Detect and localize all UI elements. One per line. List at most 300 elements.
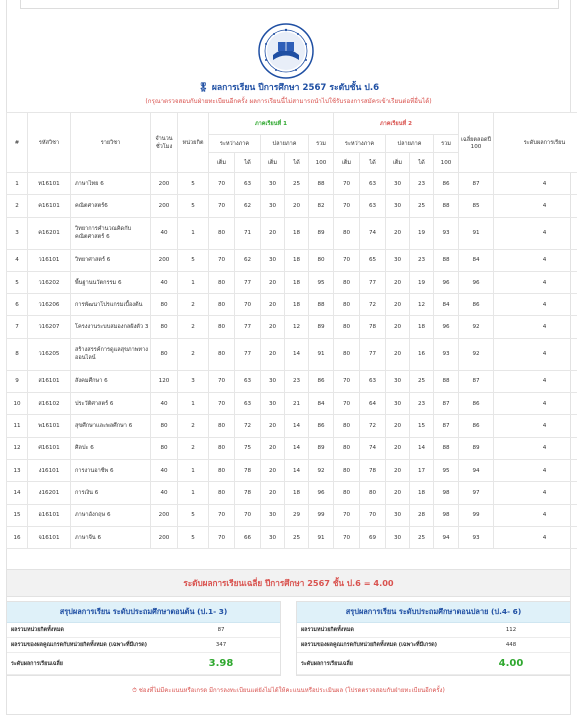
cell-a-fin-got: 29 <box>285 504 309 526</box>
cell-a-mid-got: 77 <box>235 316 261 338</box>
cell-a-total: 86 <box>309 415 334 437</box>
cell-b-fin-got: 25 <box>410 195 434 217</box>
cell-a-mid-full: 70 <box>209 195 235 217</box>
cell-a-mid-full: 70 <box>209 526 235 548</box>
cell-b-total: 96 <box>434 316 459 338</box>
cell-a-mid-got: 63 <box>235 370 261 392</box>
table-row <box>7 294 577 316</box>
cell-b-mid-full: 70 <box>334 249 360 271</box>
cell-hours: 200 <box>151 173 178 195</box>
footnote-text: ช่องที่ไม่มีคะแนนหรือเกรด มีการลงทะเบียนแต่ยังไม่ได้ให้คะแนนหรือประเมินผล (โปรดตรวจสอบกับฝ่ายทะเบียนอีกครั้ง) <box>138 687 445 694</box>
cell-name: โครงงานระบบสมองกลฝังตัว 3 <box>71 316 151 338</box>
cell-a-total: 89 <box>309 316 334 338</box>
cell-a-fin-full: 20 <box>261 271 285 293</box>
cell-a-mid-full: 70 <box>209 504 235 526</box>
cell-no: 11 <box>7 415 28 437</box>
cell-b-fin-got: 23 <box>410 173 434 195</box>
cell-b-fin-got: 18 <box>410 316 434 338</box>
cell-name: การเงิน 6 <box>71 482 151 504</box>
cell-b-fin-full: 20 <box>386 294 410 316</box>
cell-a-fin-full: 20 <box>261 338 285 370</box>
award-icon: 🎖 <box>197 83 209 93</box>
cell-a-mid-full: 70 <box>209 370 235 392</box>
cell-no: 10 <box>7 393 28 415</box>
cell-a-fin-got: 21 <box>285 393 309 415</box>
cell-b-mid-got: 77 <box>360 338 386 370</box>
cell-b-mid-got: 63 <box>360 173 386 195</box>
cell-a-fin-got: 12 <box>285 316 309 338</box>
cell-hours: 200 <box>151 249 178 271</box>
cell-code: พ16101 <box>28 415 71 437</box>
cell-no: 4 <box>7 249 28 271</box>
cell-grade: 4 <box>494 482 577 504</box>
cell-name: สังคมศึกษา 6 <box>71 370 151 392</box>
summary-upper-title: สรุปผลการเรียน ระดับประถมศึกษาตอนปลาย (ป.4- 6) <box>297 602 570 623</box>
table-row <box>7 195 577 217</box>
cell-a-fin-full: 30 <box>261 370 285 392</box>
cell-no: 15 <box>7 504 28 526</box>
cell-a-total: 88 <box>309 294 334 316</box>
cell-a-fin-full: 30 <box>261 173 285 195</box>
cell-b-total: 88 <box>434 437 459 459</box>
t2-mid-got: ได้ <box>360 153 386 173</box>
summary-upper-row: ผลรวมของผลคูณเกรดกับหน่วยกิตทั้งหมด (เฉพาะที่มีเกรด) 448 <box>297 638 570 653</box>
cell-code: อ16101 <box>28 504 71 526</box>
cell-a-mid-full: 80 <box>209 217 235 249</box>
cell-b-mid-got: 69 <box>360 526 386 548</box>
cell-avg: 84 <box>459 249 494 271</box>
cell-b-fin-full: 30 <box>386 504 410 526</box>
table-row <box>7 504 577 526</box>
cell-a-mid-got: 71 <box>235 217 261 249</box>
cell-a-mid-full: 80 <box>209 415 235 437</box>
cell-b-total: 88 <box>434 249 459 271</box>
col-term2: ภาคเรียนที่ 2 <box>334 113 459 135</box>
cell-hours: 40 <box>151 271 178 293</box>
cell-code: ว16206 <box>28 294 71 316</box>
cell-a-mid-full: 80 <box>209 437 235 459</box>
cell-a-mid-got: 70 <box>235 294 261 316</box>
cell-a-fin-got: 20 <box>285 195 309 217</box>
school-crest-logo <box>256 22 316 80</box>
cell-hours: 40 <box>151 482 178 504</box>
cell-hours: 120 <box>151 370 178 392</box>
cell-a-fin-got: 14 <box>285 459 309 481</box>
cell-hours: 80 <box>151 338 178 370</box>
table-row <box>7 482 577 504</box>
cell-b-fin-got: 25 <box>410 370 434 392</box>
col-term1: ภาคเรียนที่ 1 <box>209 113 334 135</box>
cell-b-mid-full: 80 <box>334 415 360 437</box>
cell-no: 2 <box>7 195 28 217</box>
cell-a-fin-full: 20 <box>261 294 285 316</box>
summary-lower-title: สรุปผลการเรียน ระดับประถมศึกษาตอนต้น (ป.1- 3) <box>7 602 280 623</box>
summary-lower-gpa: ระดับผลการเรียนเฉลี่ย 3.98 <box>7 653 280 675</box>
cell-code: ค16101 <box>28 195 71 217</box>
table-row <box>7 459 577 481</box>
cell-b-mid-full: 80 <box>334 271 360 293</box>
cell-a-fin-got: 25 <box>285 526 309 548</box>
cell-a-fin-full: 20 <box>261 482 285 504</box>
cell-b-fin-full: 20 <box>386 271 410 293</box>
table-row <box>7 249 577 271</box>
cell-credit: 2 <box>178 338 209 370</box>
cell-a-mid-got: 63 <box>235 173 261 195</box>
cell-a-fin-full: 30 <box>261 504 285 526</box>
cell-b-mid-full: 70 <box>334 195 360 217</box>
cell-hours: 40 <box>151 459 178 481</box>
cell-avg: 96 <box>459 271 494 293</box>
cell-name: วิทยาศาสตร์ 6 <box>71 249 151 271</box>
cell-a-mid-got: 66 <box>235 526 261 548</box>
cell-b-fin-full: 30 <box>386 393 410 415</box>
cell-name: ภาษาอังกฤษ 6 <box>71 504 151 526</box>
cell-b-fin-full: 30 <box>386 526 410 548</box>
cell-hours: 200 <box>151 195 178 217</box>
cell-a-fin-got: 23 <box>285 370 309 392</box>
cell-a-fin-full: 30 <box>261 393 285 415</box>
cell-b-mid-full: 80 <box>334 482 360 504</box>
t2-fin-got: ได้ <box>410 153 434 173</box>
cell-credit: 5 <box>178 504 209 526</box>
cell-credit: 2 <box>178 294 209 316</box>
cell-b-fin-got: 28 <box>410 504 434 526</box>
cell-b-fin-full: 30 <box>386 195 410 217</box>
t1-total: รวม <box>309 135 334 153</box>
cell-grade: 4 <box>494 217 577 249</box>
col-credit: หน่วยกิต <box>178 113 209 173</box>
cell-b-mid-got: 64 <box>360 393 386 415</box>
cell-no: 1 <box>7 173 28 195</box>
cell-b-fin-got: 23 <box>410 249 434 271</box>
cell-a-mid-full: 80 <box>209 294 235 316</box>
cell-a-mid-got: 62 <box>235 249 261 271</box>
cell-b-mid-full: 80 <box>334 294 360 316</box>
cell-avg: 99 <box>459 504 494 526</box>
cell-credit: 1 <box>178 271 209 293</box>
cell-a-mid-full: 70 <box>209 173 235 195</box>
cell-b-fin-got: 14 <box>410 437 434 459</box>
table-row <box>7 271 577 293</box>
cell-code: ว16205 <box>28 338 71 370</box>
cell-a-total: 99 <box>309 504 334 526</box>
cell-grade: 4 <box>494 173 577 195</box>
cell-b-fin-full: 20 <box>386 459 410 481</box>
cell-avg: 91 <box>459 217 494 249</box>
cell-b-total: 87 <box>434 415 459 437</box>
cell-no: 5 <box>7 271 28 293</box>
cell-b-mid-got: 63 <box>360 370 386 392</box>
cell-a-fin-got: 14 <box>285 415 309 437</box>
cell-code: ส16101 <box>28 370 71 392</box>
cell-no: 13 <box>7 459 28 481</box>
cell-a-total: 80 <box>309 249 334 271</box>
cell-grade: 4 <box>494 195 577 217</box>
cell-b-fin-got: 25 <box>410 526 434 548</box>
cell-a-fin-full: 20 <box>261 217 285 249</box>
cell-code: ศ16101 <box>28 437 71 459</box>
cell-credit: 2 <box>178 437 209 459</box>
cell-a-fin-full: 20 <box>261 437 285 459</box>
cell-name: การพัฒนาโปรแกรมเบื้องต้น <box>71 294 151 316</box>
cell-b-mid-full: 80 <box>334 316 360 338</box>
cell-hours: 80 <box>151 294 178 316</box>
col-grade: ระดับผลการเรียน <box>494 113 577 173</box>
cell-b-fin-full: 30 <box>386 173 410 195</box>
cell-a-mid-got: 75 <box>235 437 261 459</box>
cell-b-mid-got: 78 <box>360 459 386 481</box>
t2-total: รวม <box>434 135 459 153</box>
cell-a-mid-full: 80 <box>209 482 235 504</box>
cell-b-fin-full: 20 <box>386 415 410 437</box>
cell-grade: 4 <box>494 393 577 415</box>
cell-b-mid-full: 80 <box>334 459 360 481</box>
top-border <box>20 0 559 9</box>
cell-credit: 2 <box>178 316 209 338</box>
cell-b-mid-got: 74 <box>360 217 386 249</box>
cell-b-fin-got: 18 <box>410 482 434 504</box>
cell-no: 6 <box>7 294 28 316</box>
cell-code: ท16101 <box>28 173 71 195</box>
cell-no: 14 <box>7 482 28 504</box>
summary-lower-primary <box>6 601 281 676</box>
cell-b-fin-full: 20 <box>386 316 410 338</box>
cell-b-mid-got: 72 <box>360 294 386 316</box>
cell-a-mid-got: 78 <box>235 459 261 481</box>
grades-table <box>6 112 577 549</box>
clock-icon: ⏱ <box>132 687 137 694</box>
cell-avg: 94 <box>459 459 494 481</box>
cell-b-mid-full: 70 <box>334 370 360 392</box>
cell-b-total: 84 <box>434 294 459 316</box>
cell-a-mid-full: 80 <box>209 459 235 481</box>
cell-b-fin-got: 15 <box>410 415 434 437</box>
cell-a-mid-got: 77 <box>235 271 261 293</box>
cell-a-total: 91 <box>309 338 334 370</box>
cell-credit: 1 <box>178 482 209 504</box>
cell-b-mid-got: 78 <box>360 316 386 338</box>
t1-fin-got: ได้ <box>285 153 309 173</box>
cell-name: ภาษาจีน 6 <box>71 526 151 548</box>
cell-b-total: 87 <box>434 393 459 415</box>
cell-a-fin-full: 20 <box>261 459 285 481</box>
col-hours: จำนวนชั่วโมง <box>151 113 178 173</box>
cell-a-total: 88 <box>309 173 334 195</box>
cell-name: ภาษาไทย 6 <box>71 173 151 195</box>
cell-a-total: 86 <box>309 370 334 392</box>
cell-a-fin-full: 30 <box>261 249 285 271</box>
cell-b-fin-full: 20 <box>386 217 410 249</box>
cell-a-fin-full: 20 <box>261 415 285 437</box>
cell-credit: 1 <box>178 217 209 249</box>
cell-b-mid-got: 80 <box>360 482 386 504</box>
cell-grade: 4 <box>494 316 577 338</box>
table-row <box>7 526 577 548</box>
t2-fin-full: เต็ม <box>386 153 410 173</box>
t2-mid: ระหว่างภาค <box>334 135 386 153</box>
cell-hours: 80 <box>151 316 178 338</box>
cell-grade: 4 <box>494 437 577 459</box>
cell-a-mid-full: 70 <box>209 393 235 415</box>
cell-name: ประวัติศาสตร์ 6 <box>71 393 151 415</box>
cell-a-fin-full: 20 <box>261 316 285 338</box>
cell-no: 12 <box>7 437 28 459</box>
cell-a-fin-full: 30 <box>261 195 285 217</box>
cell-a-total: 92 <box>309 459 334 481</box>
cell-a-fin-got: 18 <box>285 294 309 316</box>
table-row <box>7 415 577 437</box>
t1-mid-got: ได้ <box>235 153 261 173</box>
cell-name: คณิตศาสตร์6 <box>71 195 151 217</box>
cell-b-mid-got: 74 <box>360 437 386 459</box>
cell-a-mid-got: 70 <box>235 504 261 526</box>
cell-hours: 80 <box>151 415 178 437</box>
cell-name: วิทยาการคำนวณคิดกับคณิตศาสตร์ 6 <box>71 217 151 249</box>
cell-b-total: 98 <box>434 482 459 504</box>
cell-name: สร้างสรรค์การดูแลสุขภาพทางออนไลน์ <box>71 338 151 370</box>
col-code: รหัสวิชา <box>28 113 71 173</box>
cell-a-mid-got: 78 <box>235 482 261 504</box>
cell-avg: 86 <box>459 393 494 415</box>
cell-a-mid-full: 80 <box>209 338 235 370</box>
cell-b-fin-got: 23 <box>410 393 434 415</box>
cell-a-total: 89 <box>309 437 334 459</box>
cell-b-mid-got: 77 <box>360 271 386 293</box>
cell-code: ค16201 <box>28 217 71 249</box>
cell-grade: 4 <box>494 526 577 548</box>
cell-avg: 97 <box>459 482 494 504</box>
cell-hours: 40 <box>151 393 178 415</box>
cell-avg: 87 <box>459 173 494 195</box>
cell-a-fin-got: 18 <box>285 271 309 293</box>
cell-hours: 80 <box>151 437 178 459</box>
t1-fin-full: เต็ม <box>261 153 285 173</box>
cell-b-mid-full: 70 <box>334 504 360 526</box>
cell-b-total: 95 <box>434 459 459 481</box>
summary-lower-row: ผลรวมของผลคูณเกรดกับหน่วยกิตทั้งหมด (เฉพาะที่มีเกรด) 347 <box>7 638 280 653</box>
table-row <box>7 393 577 415</box>
cell-b-mid-full: 70 <box>334 173 360 195</box>
cell-code: จ16101 <box>28 526 71 548</box>
summary-upper-row: ผลรวมหน่วยกิตทั้งหมด 112 <box>297 623 570 638</box>
cell-code: ว16207 <box>28 316 71 338</box>
cell-b-fin-full: 20 <box>386 437 410 459</box>
cell-b-fin-full: 30 <box>386 370 410 392</box>
cell-a-mid-full: 80 <box>209 271 235 293</box>
cell-a-fin-got: 25 <box>285 173 309 195</box>
cell-code: ว16202 <box>28 271 71 293</box>
cell-a-mid-got: 63 <box>235 393 261 415</box>
cell-b-fin-full: 20 <box>386 482 410 504</box>
cell-avg: 86 <box>459 294 494 316</box>
cell-avg: 92 <box>459 338 494 370</box>
cell-avg: 86 <box>459 415 494 437</box>
cell-b-fin-full: 20 <box>386 338 410 370</box>
col-name: รายวิชา <box>71 113 151 173</box>
cell-code: ส16102 <box>28 393 71 415</box>
cell-a-fin-full: 30 <box>261 526 285 548</box>
cell-grade: 4 <box>494 338 577 370</box>
cell-grade: 4 <box>494 459 577 481</box>
cell-credit: 5 <box>178 173 209 195</box>
cell-name: การงานอาชีพ 6 <box>71 459 151 481</box>
cell-b-total: 96 <box>434 271 459 293</box>
cell-grade: 4 <box>494 370 577 392</box>
cell-grade: 4 <box>494 294 577 316</box>
table-row <box>7 173 577 195</box>
cell-b-fin-got: 19 <box>410 271 434 293</box>
cell-a-mid-got: 62 <box>235 195 261 217</box>
cell-name: พื้นฐานนวัตกรรม 6 <box>71 271 151 293</box>
cell-b-mid-full: 70 <box>334 526 360 548</box>
cell-b-total: 98 <box>434 504 459 526</box>
cell-hours: 200 <box>151 504 178 526</box>
table-row <box>7 338 577 370</box>
cell-b-fin-got: 16 <box>410 338 434 370</box>
cell-a-fin-got: 18 <box>285 217 309 249</box>
cell-b-total: 86 <box>434 173 459 195</box>
table-row <box>7 316 577 338</box>
cell-b-total: 94 <box>434 526 459 548</box>
table-row <box>7 217 577 249</box>
cell-credit: 5 <box>178 526 209 548</box>
cell-a-fin-got: 18 <box>285 249 309 271</box>
cell-b-mid-got: 70 <box>360 504 386 526</box>
cell-no: 16 <box>7 526 28 548</box>
cell-a-mid-full: 70 <box>209 249 235 271</box>
cell-a-total: 89 <box>309 217 334 249</box>
cell-b-fin-full: 30 <box>386 249 410 271</box>
cell-grade: 4 <box>494 249 577 271</box>
cell-a-mid-got: 72 <box>235 415 261 437</box>
cell-credit: 1 <box>178 393 209 415</box>
grades-body <box>7 173 577 549</box>
cell-grade: 4 <box>494 271 577 293</box>
page-title <box>0 80 577 94</box>
cell-no: 9 <box>7 370 28 392</box>
col-no: # <box>7 113 28 173</box>
cell-avg: 87 <box>459 370 494 392</box>
cell-avg: 93 <box>459 526 494 548</box>
cell-a-total: 91 <box>309 526 334 548</box>
cell-a-fin-got: 14 <box>285 437 309 459</box>
cell-no: 8 <box>7 338 28 370</box>
t2-mid-full: เต็ม <box>334 153 360 173</box>
t1-hundred: 100 <box>309 153 334 173</box>
cell-credit: 1 <box>178 459 209 481</box>
cell-b-mid-got: 72 <box>360 415 386 437</box>
cell-no: 7 <box>7 316 28 338</box>
cell-a-fin-got: 18 <box>285 482 309 504</box>
cell-code: ว16101 <box>28 249 71 271</box>
cell-b-mid-full: 80 <box>334 437 360 459</box>
cell-b-total: 88 <box>434 195 459 217</box>
cell-name: ศิลปะ 6 <box>71 437 151 459</box>
t1-mid-full: เต็ม <box>209 153 235 173</box>
cell-avg: 92 <box>459 316 494 338</box>
cell-b-mid-got: 63 <box>360 195 386 217</box>
cell-code: ง16101 <box>28 459 71 481</box>
cell-b-mid-full: 80 <box>334 217 360 249</box>
cell-b-fin-got: 17 <box>410 459 434 481</box>
average-bar: ระดับผลการเรียนเฉลี่ย ปีการศึกษา 2567 ชั้น ป.6 = 4.00 <box>6 569 571 597</box>
cell-credit: 5 <box>178 195 209 217</box>
summary-upper-gpa: ระดับผลการเรียนเฉลี่ย 4.00 <box>297 653 570 675</box>
t2-hundred: 100 <box>434 153 459 173</box>
cell-credit: 3 <box>178 370 209 392</box>
t2-final: ปลายภาค <box>386 135 434 153</box>
cell-grade: 4 <box>494 415 577 437</box>
